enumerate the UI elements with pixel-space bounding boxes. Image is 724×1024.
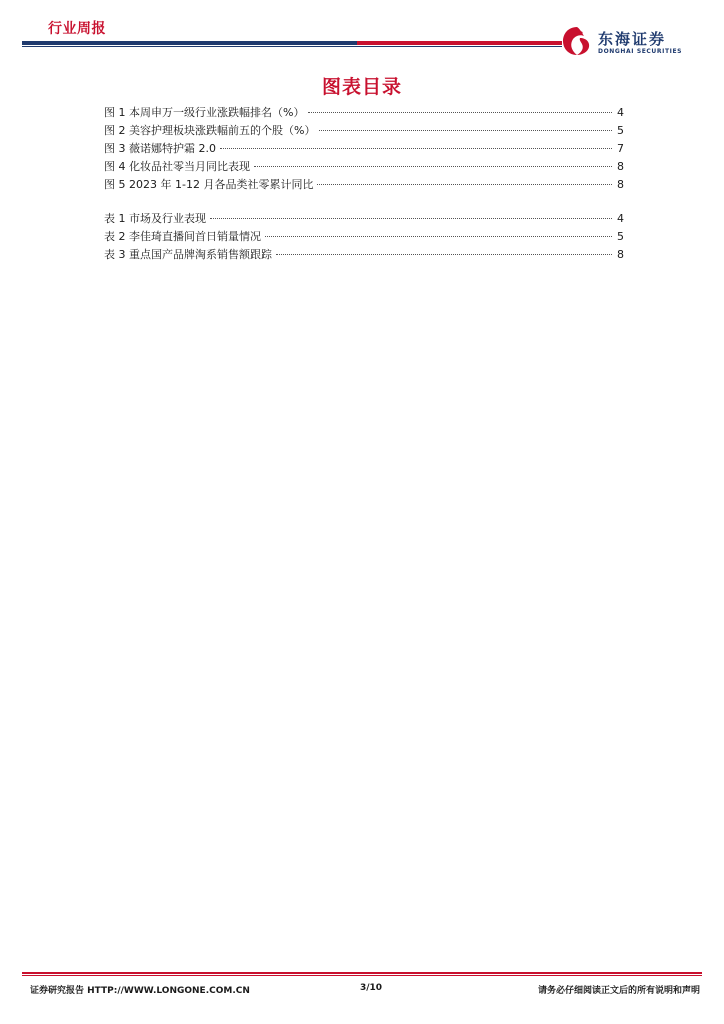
page-footer	[30, 983, 700, 997]
toc-entry[interactable]	[104, 228, 624, 246]
toc-entry-label: 图 5 2023 年 1-12 月各品类社零累计同比	[104, 178, 314, 191]
figure-list	[104, 104, 624, 194]
toc-entry[interactable]	[104, 158, 624, 176]
toc-entry-page: 7	[617, 142, 624, 155]
brand-logo	[560, 24, 710, 60]
toc-entry-label: 图 4 化妆品社零当月同比表现	[104, 160, 250, 173]
toc-leader-dots	[317, 184, 612, 185]
toc-entry-label: 表 1 市场及行业表现	[104, 212, 206, 225]
table-list	[104, 210, 624, 264]
brand-name-cn: 东海证券	[598, 30, 667, 48]
footer-divider	[22, 972, 702, 974]
brand-name-en: DONGHAI SECURITIES	[598, 48, 683, 55]
report-type-label: 行业周报	[48, 21, 106, 37]
page-title: 图表目录	[321, 76, 402, 98]
toc-leader-dots	[265, 236, 612, 237]
dragon-emblem-icon	[560, 24, 594, 58]
toc-entry-page: 5	[617, 230, 624, 243]
toc-entry[interactable]	[104, 246, 624, 264]
toc-leader-dots	[319, 130, 612, 131]
toc-entry[interactable]	[104, 104, 624, 122]
toc-entry-page: 5	[617, 124, 624, 137]
toc-leader-dots	[210, 218, 612, 219]
toc-entry[interactable]	[104, 140, 624, 158]
toc-entry-page: 8	[617, 178, 624, 191]
toc-entry-label: 表 3 重点国产品牌淘系销售额跟踪	[104, 248, 272, 261]
toc-entry-page: 8	[617, 160, 624, 173]
toc-entry-page: 4	[617, 106, 624, 119]
footer-divider-thin	[22, 975, 702, 976]
header-divider-thin	[22, 46, 562, 47]
toc-leader-dots	[308, 112, 612, 113]
footer-report-url: 证券研究报告 HTTP://WWW.LONGONE.COM.CN	[30, 986, 250, 996]
toc-entry[interactable]	[104, 122, 624, 140]
toc-entry[interactable]	[104, 176, 624, 194]
toc-entry-page: 8	[617, 248, 624, 261]
toc-entry-label: 表 2 李佳琦直播间首日销量情况	[104, 230, 261, 243]
footer-disclaimer: 请务必仔细阅读正文后的所有说明和声明	[537, 986, 700, 996]
toc-entry-page: 4	[617, 212, 624, 225]
toc-leader-dots	[254, 166, 612, 167]
toc-leader-dots	[276, 254, 612, 255]
toc-entry-label: 图 1 本周申万一级行业涨跌幅排名（%）	[104, 106, 305, 119]
toc-entry-label: 图 3 薇诺娜特护霜 2.0	[104, 142, 216, 155]
toc-entry-label: 图 2 美容护理板块涨跌幅前五的个股（%）	[104, 124, 316, 137]
page-number: 3/10	[360, 983, 383, 993]
toc-leader-dots	[220, 148, 612, 149]
header-divider	[22, 41, 562, 45]
toc-entry[interactable]	[104, 210, 624, 228]
